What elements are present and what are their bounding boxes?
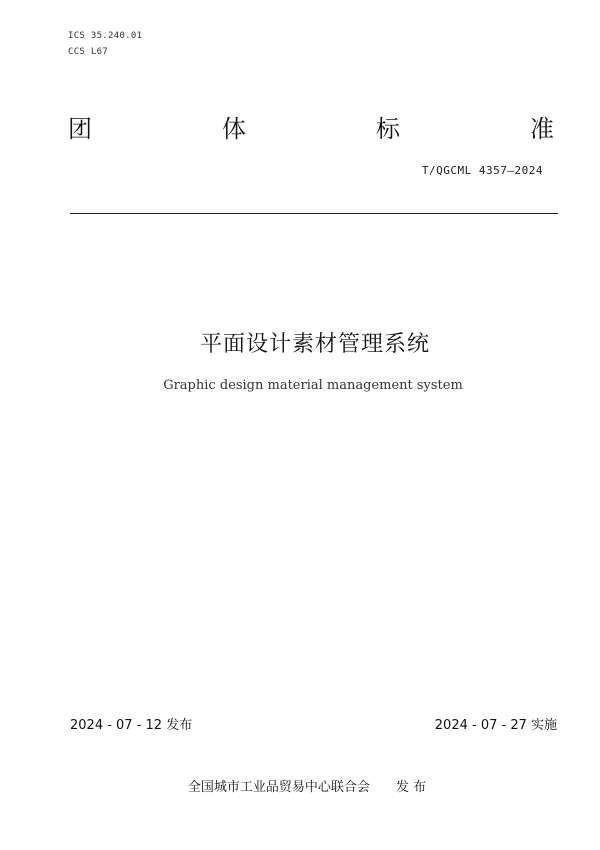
publisher-line bbox=[0, 776, 600, 795]
classification-codes bbox=[68, 28, 142, 60]
document-title-chinese: 平面设计素材管理系统 bbox=[199, 332, 430, 357]
standard-type-char: 准 bbox=[530, 115, 554, 143]
issue-date: 2024 - 07 - 12 发布 bbox=[70, 718, 193, 733]
header-divider bbox=[70, 213, 558, 214]
ccs-code: CCS L67 bbox=[68, 47, 109, 57]
standard-number: T/QGCML 4357—2024 bbox=[421, 164, 543, 177]
implementation-date: 2024 - 07 - 27 实施 bbox=[434, 718, 557, 733]
standard-type-char: 体 bbox=[222, 115, 246, 143]
standard-type-char: 团 bbox=[68, 115, 92, 143]
publisher-name: 全国城市工业品贸易中心联合会 bbox=[187, 780, 370, 795]
standard-type-heading bbox=[68, 112, 554, 146]
standard-type-char: 标 bbox=[376, 115, 400, 143]
ics-code: ICS 35.240.01 bbox=[68, 31, 143, 41]
document-title-english: Graphic design material management system bbox=[163, 378, 463, 393]
publisher-action: 发 布 bbox=[395, 780, 427, 795]
